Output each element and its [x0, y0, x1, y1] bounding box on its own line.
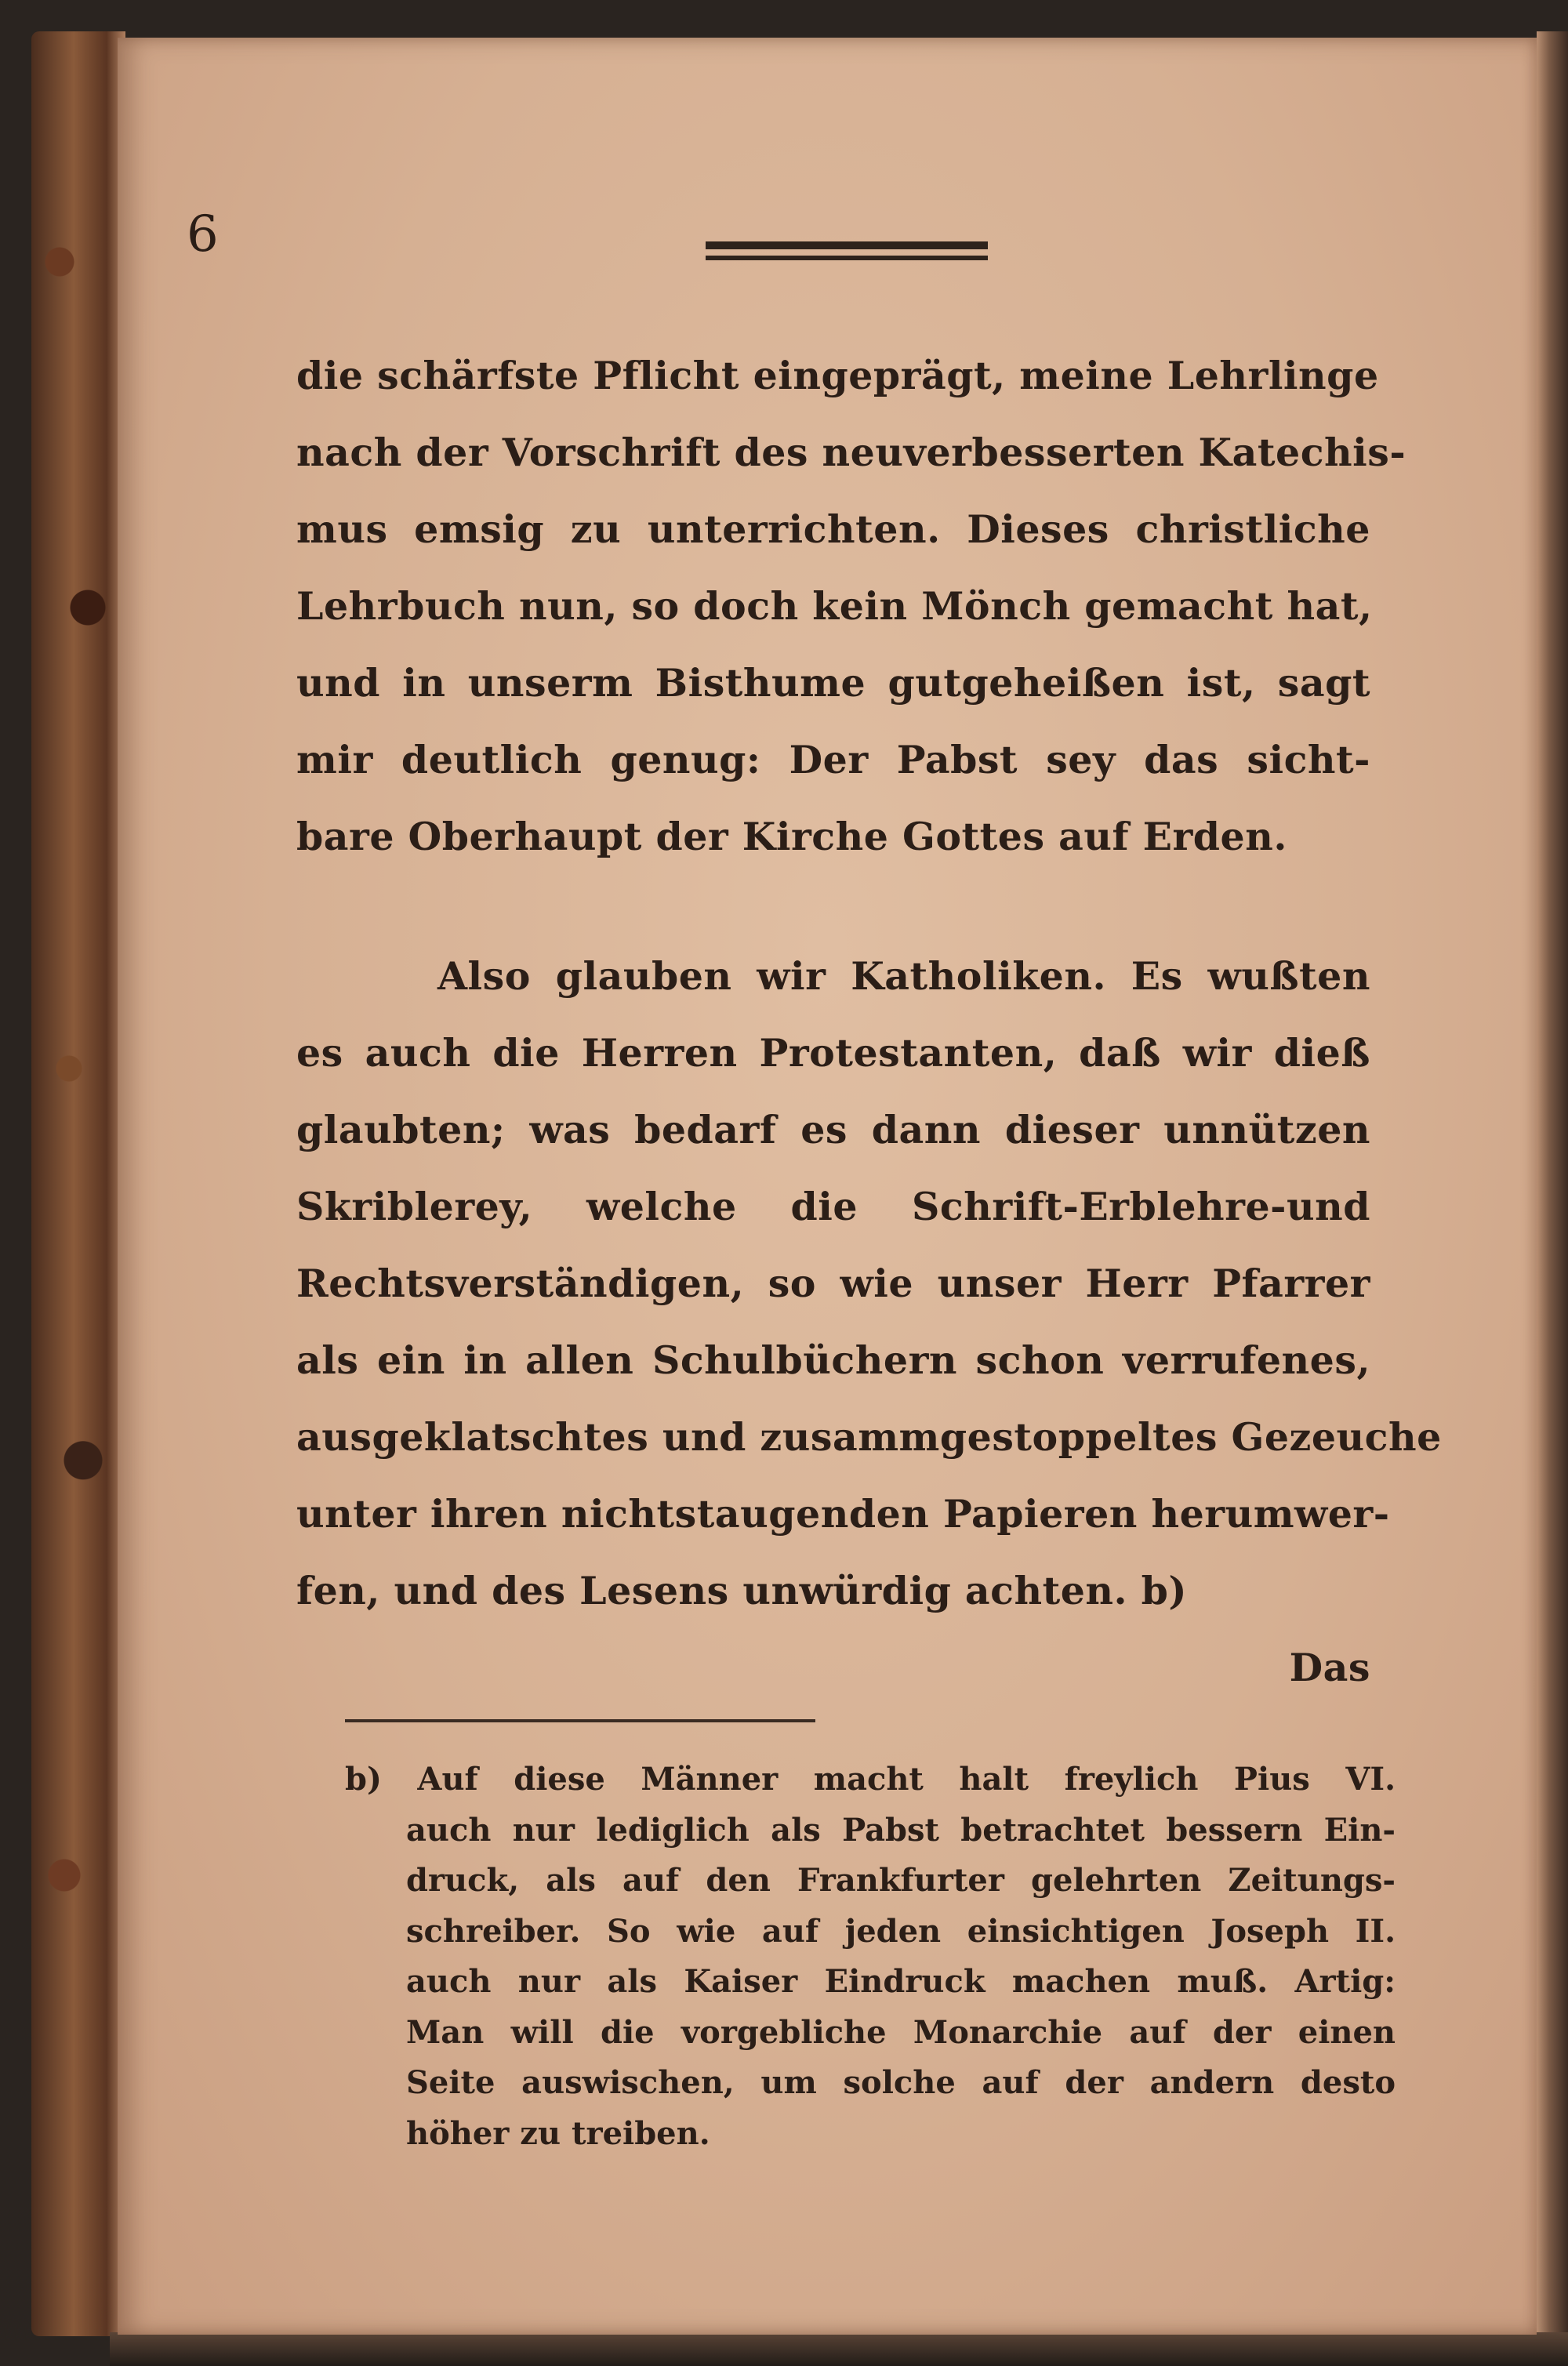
text-line: Rechtsverständigen, so wie unser Herr Pfarrer [296, 1261, 1370, 1306]
book-spine [31, 31, 125, 2336]
text-line: unter ihren nichtstaugenden Papieren herumwer- [296, 1491, 1390, 1537]
text-line: nach der Vorschrift des neuverbesserten Katechis- [296, 430, 1406, 475]
ornament-bar-top [706, 241, 988, 249]
text-line: die schärfste Pflicht eingeprägt, meine Lehrlinge [296, 353, 1379, 398]
book-right-edge [1537, 31, 1568, 2344]
page-number: 6 [187, 205, 219, 263]
footnote-line: höher zu treiben. [406, 2114, 710, 2152]
header-ornament [706, 241, 988, 273]
footnote-line: auch nur lediglich als Pabst betrachtet bessern Ein- [406, 1811, 1396, 1849]
text-line: glaubten; was bedarf es dann dieser unnützen [296, 1107, 1370, 1152]
text-line: Lehrbuch nun, so doch kein Mönch gemacht hat, [296, 583, 1373, 629]
footnote-line: Man will die vorgebliche Monarchie auf der einen [406, 2013, 1396, 2051]
text-line: Skriblerey, welche die Schrift-Erblehre-und [296, 1184, 1370, 1229]
catchword: Das [1289, 1645, 1370, 1690]
footnote-line: druck, als auf den Frankfurter gelehrten Zeitungs- [406, 1862, 1396, 1899]
main-text [296, 337, 1442, 1706]
footnote-line: auch nur als Kaiser Eindruck machen muß. Artig: [406, 1963, 1396, 2000]
footnote-rule [345, 1719, 815, 1722]
text-line: mir deutlich genug: Der Pabst sey das sicht- [296, 737, 1370, 782]
ornament-bar-bottom [706, 256, 988, 260]
text-line: als ein in allen Schulbüchern schon verrufenes, [296, 1337, 1370, 1383]
text-line: mus emsig zu unterrichten. Dieses christliche [296, 506, 1370, 552]
footnote-line: Seite auswischen, um solche auf der andern desto [406, 2064, 1396, 2101]
footnote [345, 1755, 1396, 2159]
text-line: bare Oberhaupt der Kirche Gottes auf Erden. [296, 814, 1287, 859]
text-line: fen, und des Lesens unwürdig achten. b) [296, 1568, 1188, 1613]
text-line: Also glauben wir Katholiken. Es wußten [437, 953, 1370, 999]
text-line: ausgeklatschtes und zusammgestoppeltes Gezeuche [296, 1414, 1442, 1460]
text-line: es auch die Herren Protestanten, daß wir dieß [296, 1030, 1370, 1076]
footnote-line: b) Auf diese Männer macht halt freylich Pius VI. [345, 1761, 1396, 1798]
footnote-line: schreiber. So wie auf jeden einsichtigen Joseph II. [406, 1912, 1396, 1950]
book-bottom-edge [110, 2332, 1568, 2366]
paragraph-gap [296, 875, 1370, 938]
text-line: und in unserm Bisthume gutgeheißen ist, sagt [296, 660, 1370, 706]
